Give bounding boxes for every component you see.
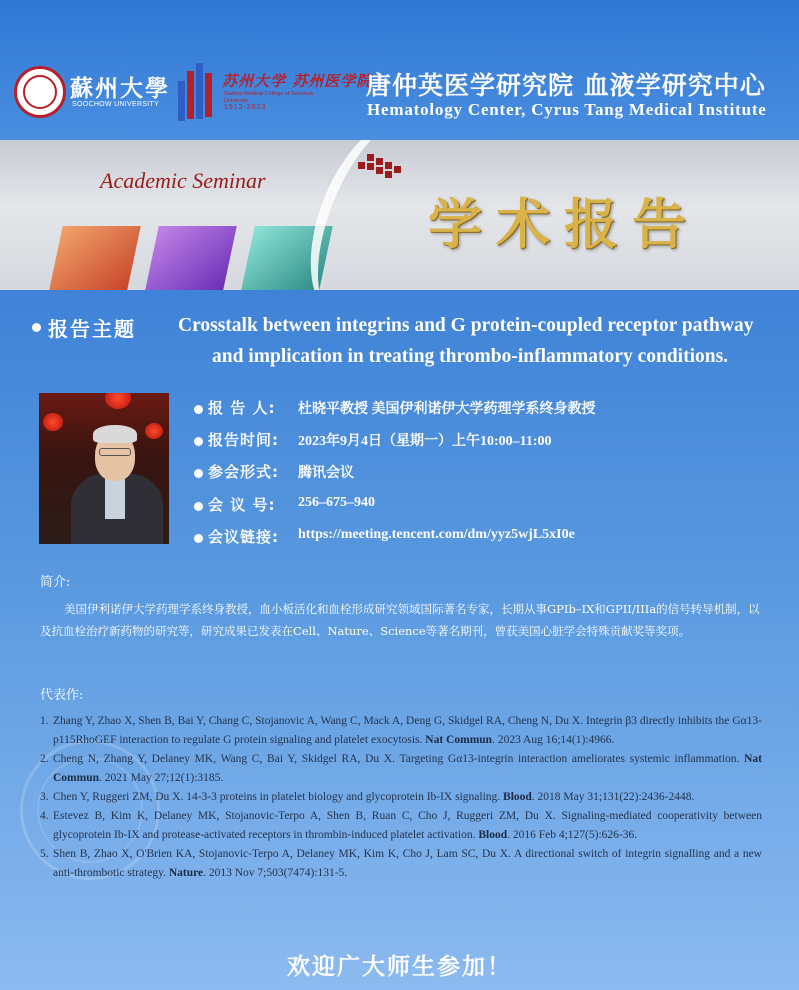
soochow-university-seal-logo (14, 66, 66, 118)
academic-seminar-title: Academic Seminar (100, 168, 266, 193)
purple-shard-graphic (145, 226, 237, 290)
seminar-banner (0, 140, 799, 290)
detail-label: 报告时间: (208, 431, 279, 449)
orange-shard-graphic (49, 226, 141, 290)
reference-item: 1. Zhang Y, Zhao X, Shen B, Bai Y, Chang C, Stojanovic A, Wang C, Mack A, Deng G, Skidgel RA, Cheng N, Du X. Integrin β3 directly inhibits the Gα13-p115RhoGEF interaction to regulate G protein signaling and platelet exocytosis. Nat Commun. 2023 Aug 16;14(1):4966. (40, 715, 762, 746)
meeting-link[interactable]: https://meeting.tencent.com/dm/yyz5wjL5xI0e (298, 527, 575, 542)
bullet-icon (32, 323, 41, 332)
bullet-icon (194, 502, 203, 511)
reference-item: 3. Chen Y, Ruggeri ZM, Du X. 14-3-3 proteins in platelet biology and glycoprotein Ib-IX signaling. Blood. 2018 May 31;131(22):2436-2448. (40, 791, 695, 803)
center-name-en: Hematology Center, Cyrus Tang Medical Institute (367, 100, 767, 119)
topic-title-line-1: Crosstalk between integrins and G protein-coupled receptor pathway (178, 315, 754, 336)
representative-works-heading: 代表作: (40, 688, 84, 703)
reference-item: 5. Shen B, Zhao X, O'Brien KA, Stojanovic-Terpo A, Delaney MK, Kim K, Cho J, Lam SC, Du X. A directional switch of integrin signalling and a new anti-thrombotic strategy. Nature. 2013 Nov 7;503(7474):131-5. (40, 848, 762, 879)
bullet-icon (194, 405, 203, 414)
center-name-cn: 唐仲英医学研究院 血液学研究中心 (366, 71, 766, 100)
medical-college-name-en: Suzhou Medical College of Soochow University (224, 91, 314, 104)
reference-list (40, 712, 762, 883)
header (0, 0, 799, 140)
pixel-dots-graphic (358, 154, 398, 184)
detail-value: 腾讯会议 (298, 466, 354, 481)
university-name-en: SOOCHOW UNIVERSITY (72, 101, 160, 108)
detail-value: 2023年9月4日（星期一）上午10:00–11:00 (298, 434, 552, 449)
detail-label: 会议链接: (208, 528, 279, 546)
detail-value: 杜晓平教授 美国伊利诺伊大学药理学系终身教授 (298, 402, 596, 417)
medical-college-logo (178, 63, 218, 121)
topic-title-line-2: and implication in treating thrombo-inflammatory conditions. (212, 346, 729, 367)
intro-heading: 简介: (40, 575, 71, 590)
bullet-icon (194, 437, 203, 446)
speaker-photo (39, 393, 169, 544)
bullet-icon (194, 469, 203, 478)
intro-text: 美国伊利诺伊大学药理学系终身教授，血小板活化和血栓形成研究领域国际著名专家，长期从事GPIb–IX和GPII/IIIa的信号转导机制，以及抗血栓治疗新药物的研究等，研究成果已发表在Cell、Nature、Science等著名期刊，曾获美国心脏学会特殊贡献奖等奖项。 (40, 602, 760, 638)
academic-seminar-title-cn: 学术报告 (428, 193, 700, 256)
bullet-icon (194, 534, 203, 543)
reference-item: 2. Cheng N, Zhang Y, Delaney MK, Wang C, Bai Y, Skidgel RA, Du X. Targeting Gα13-integrin interaction ameliorates systemic inflammation. Nat Commun. 2021 May 27;12(1):3185. (40, 753, 762, 784)
detail-label: 报 告 人: (208, 399, 276, 417)
medical-college-name-cn: 苏州大学 苏州医学院 (222, 72, 373, 90)
topic-label: 报告主题 (48, 317, 136, 341)
detail-label: 参会形式: (208, 463, 279, 481)
reference-item: 4. Estevez B, Kim K, Delaney MK, Stojanovic-Terpo A, Shen B, Ruan C, Cho J, Ruggeri ZM, Du X. Signaling-mediated cooperativity between glycoprotein Ib-IX and protease-activated receptors in thrombin-induced platelet activation. Blood. 2016 Feb 4;127(5):626-36. (40, 810, 762, 841)
university-name-cn: 蘇州大學 (70, 75, 170, 102)
medical-college-years: 1912-2023 (224, 104, 267, 111)
detail-label: 会 议 号: (208, 496, 276, 514)
detail-value: 256–675–940 (298, 495, 375, 510)
welcome-message: 欢迎广大师生参加！ (287, 953, 512, 980)
